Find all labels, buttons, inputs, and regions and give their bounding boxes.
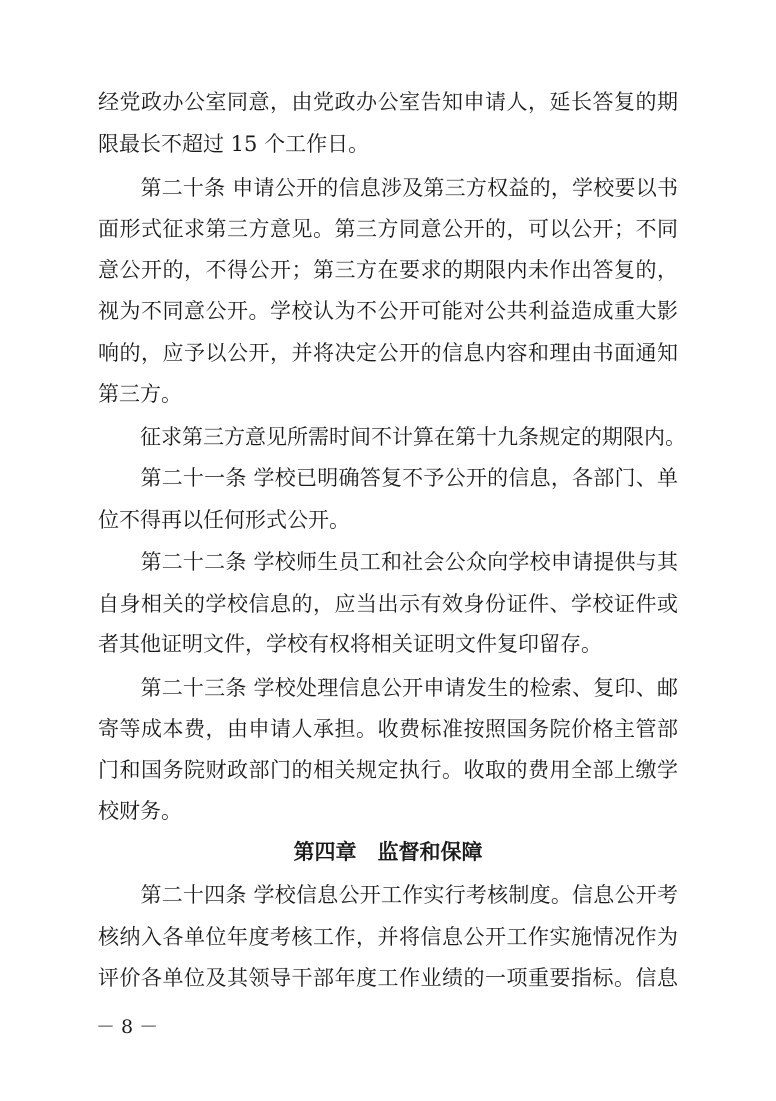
text-line: 视为不同意公开。学校认为不公开可能对公共利益造成重大影 bbox=[98, 299, 678, 323]
text-line: 评价各单位及其领导干部年度工作业绩的一项重要指标。信息 bbox=[98, 966, 678, 990]
text-line: 第二十条 申请公开的信息涉及第三方权益的，学校要以书 bbox=[98, 176, 678, 200]
text-line: 门和国务院财政部门的相关规定执行。收取的费用全部上缴学 bbox=[98, 758, 678, 782]
text-line: 第二十一条 学校已明确答复不予公开的信息，各部门、单 bbox=[98, 466, 678, 490]
text-line: 第二十四条 学校信息公开工作实行考核制度。信息公开考 bbox=[98, 883, 678, 907]
text-line: 征求第三方意见所需时间不计算在第十九条规定的期限内。 bbox=[98, 425, 686, 449]
text-line: 响的，应予以公开，并将决定公开的信息内容和理由书面通知 bbox=[98, 341, 678, 365]
page-number: － 8 － bbox=[96, 1016, 159, 1038]
text-line: 面形式征求第三方意见。第三方同意公开的，可以公开；不同 bbox=[98, 217, 678, 241]
text-line: 校财务。 bbox=[98, 799, 182, 823]
text-line: 第二十三条 学校处理信息公开申请发生的检索、复印、邮 bbox=[98, 676, 678, 700]
text-line: 自身相关的学校信息的，应当出示有效身份证件、学校证件或 bbox=[98, 592, 678, 616]
text-line: 位不得再以任何形式公开。 bbox=[98, 508, 350, 532]
text-line: 者其他证明文件，学校有权将相关证明文件复印留存。 bbox=[98, 632, 602, 656]
text-line: 第二十二条 学校师生员工和社会公众向学校申请提供与其 bbox=[98, 550, 678, 574]
chapter-heading: 第四章 监督和保障 bbox=[293, 840, 483, 864]
text-line: 意公开的，不得公开；第三方在要求的期限内未作出答复的， bbox=[98, 258, 678, 282]
text-line: 核纳入各单位年度考核工作，并将信息公开工作实施情况作为 bbox=[98, 925, 678, 949]
text-line: 第三方。 bbox=[98, 382, 182, 406]
text-line: 限最长不超过 15 个工作日。 bbox=[98, 132, 370, 156]
text-line: 经党政办公室同意，由党政办公室告知申请人，延长答复的期 bbox=[98, 90, 678, 114]
text-line: 寄等成本费，由申请人承担。收费标准按照国务院价格主管部 bbox=[98, 717, 678, 741]
